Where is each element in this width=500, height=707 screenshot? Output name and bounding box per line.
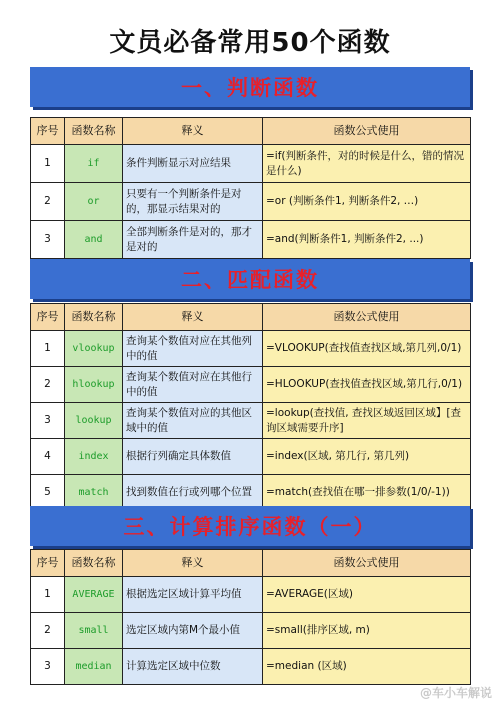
function-formula: =small(排序区域, m): [263, 613, 471, 649]
row-no: 1: [31, 331, 65, 367]
function-formula: =lookup(查找值, 查找区域返回区域】[查询区域需要升序]: [263, 403, 471, 439]
header-desc: 释义: [123, 304, 263, 331]
header-name: 函数名称: [65, 550, 123, 577]
function-name: vlookup: [65, 331, 123, 367]
function-name: and: [65, 221, 123, 259]
function-formula: =VLOOKUP(查找值查找区域,第几列,0/1): [263, 331, 471, 367]
header-formula: 函数公式使用: [263, 550, 471, 577]
function-desc: 条件判断显示对应结果: [123, 145, 263, 183]
table-row: [31, 145, 471, 183]
function-formula: =if(判断条件，对的时候是什么，错的情况是什么): [263, 145, 471, 183]
row-no: 2: [31, 183, 65, 221]
row-no: 3: [31, 649, 65, 685]
function-formula: =or (判断条件1, 判断条件2, …): [263, 183, 471, 221]
function-desc: 只要有一个判断条件是对的，那显示结果对的: [123, 183, 263, 221]
function-formula: =match(查找值在哪一排参数(1/0/-1)): [263, 475, 471, 511]
row-no: 3: [31, 221, 65, 259]
table-row: [31, 367, 471, 403]
function-formula: =index(区域, 第几行, 第几列): [263, 439, 471, 475]
table-row: [31, 331, 471, 367]
function-name: AVERAGE: [65, 577, 123, 613]
table-row: [31, 577, 471, 613]
function-formula: =median (区域): [263, 649, 471, 685]
table-row: [31, 221, 471, 259]
function-desc: 查询某个数值对应在其他列中的值: [123, 331, 263, 367]
matching-functions-table: [30, 303, 471, 511]
table-row: [31, 613, 471, 649]
function-formula: =HLOOKUP(查找值查找区域,第几行,0/1): [263, 367, 471, 403]
judgment-functions-table: [30, 117, 471, 259]
page-title: 文员必备常用50个函数: [109, 28, 391, 58]
function-name: if: [65, 145, 123, 183]
calc-sort-functions-table: [30, 549, 471, 685]
header-no: 序号: [31, 304, 65, 331]
row-no: 2: [31, 613, 65, 649]
row-no: 3: [31, 403, 65, 439]
header-no: 序号: [31, 550, 65, 577]
function-desc: 根据行列确定具体数值: [123, 439, 263, 475]
function-formula: =AVERAGE(区域): [263, 577, 471, 613]
function-desc: 全部判断条件是对的，那才是对的: [123, 221, 263, 259]
row-no: 1: [31, 145, 65, 183]
header-name: 函数名称: [65, 304, 123, 331]
table-header-row: [31, 118, 471, 145]
function-name: or: [65, 183, 123, 221]
function-name: match: [65, 475, 123, 511]
function-desc: 查询某个数值对应的其他区域中的值: [123, 403, 263, 439]
header-formula: 函数公式使用: [263, 118, 471, 145]
function-name: hlookup: [65, 367, 123, 403]
header-no: 序号: [31, 118, 65, 145]
row-no: 5: [31, 475, 65, 511]
section-banner-judgment: 一、判断函数: [30, 67, 470, 107]
function-name: lookup: [65, 403, 123, 439]
table-row: [31, 649, 471, 685]
function-desc: 查询某个数值对应在其他行中的值: [123, 367, 263, 403]
table-row: [31, 403, 471, 439]
header-desc: 释义: [123, 118, 263, 145]
watermark: @车小车解说: [419, 686, 492, 700]
section-banner-calc-sort: 三、计算排序函数（一）: [30, 506, 470, 546]
header-desc: 释义: [123, 550, 263, 577]
table-header-row: [31, 550, 471, 577]
function-formula: =and(判断条件1, 判断条件2, ...): [263, 221, 471, 259]
table-row: [31, 183, 471, 221]
table-row: [31, 439, 471, 475]
table-header-row: [31, 304, 471, 331]
header-formula: 函数公式使用: [263, 304, 471, 331]
section-banner-matching: 二、匹配函数: [30, 259, 470, 299]
function-desc: 找到数值在行或列哪个位置: [123, 475, 263, 511]
function-name: index: [65, 439, 123, 475]
function-name: median: [65, 649, 123, 685]
row-no: 4: [31, 439, 65, 475]
function-desc: 计算选定区域中位数: [123, 649, 263, 685]
header-name: 函数名称: [65, 118, 123, 145]
function-desc: 选定区域内第M个最小值: [123, 613, 263, 649]
function-desc: 根据选定区域计算平均值: [123, 577, 263, 613]
row-no: 2: [31, 367, 65, 403]
row-no: 1: [31, 577, 65, 613]
function-name: small: [65, 613, 123, 649]
